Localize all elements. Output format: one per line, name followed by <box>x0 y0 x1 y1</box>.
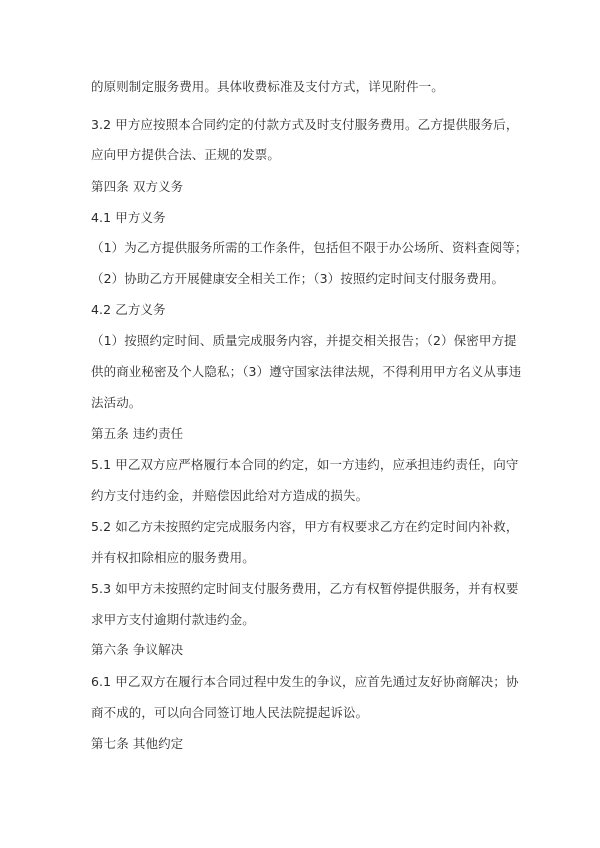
text-line: 并有权扣除相应的服务费用。 <box>91 550 255 565</box>
clause-4-2-heading: 4.2 乙方义务 <box>91 302 166 317</box>
clause-5-3-text: 5.3 如甲方未按照约定时间支付服务费用，乙方有权暂停提供服务，并有权要 <box>91 581 519 596</box>
article-4-heading: 第四条 双方义务 <box>91 179 184 194</box>
article-6-heading: 第六条 争议解决 <box>91 642 184 657</box>
text-line: 求甲方支付逾期付款违约金。 <box>91 612 255 627</box>
text-line: 应向甲方提供合法、正规的发票。 <box>91 147 281 162</box>
clause-4-2-item: （1）按照约定时间、质量完成服务内容，并提交相关报告；（2）保密甲方提 <box>91 333 517 348</box>
clause-4-1-item: （1）为乙方提供服务所需的工作条件，包括但不限于办公场所、资料查阅等； <box>91 240 528 255</box>
clause-4-1-item: （2）协助乙方开展健康安全相关工作；（3）按照约定时间支付服务费用。 <box>91 271 505 286</box>
article-7-heading: 第七条 其他约定 <box>91 736 184 751</box>
clause-4-1-heading: 4.1 甲方义务 <box>91 210 166 225</box>
article-5-heading: 第五条 违约责任 <box>91 426 184 441</box>
clause-5-2-text: 5.2 如乙方未按照约定完成服务内容，甲方有权要求乙方在约定时间内补救， <box>91 519 519 534</box>
clause-5-1-text: 5.1 甲乙双方应严格履行本合同的约定，如一方违约，应承担违约责任，向守 <box>91 457 519 472</box>
clause-4-2-item: 供的商业秘密及个人隐私；（3）遵守国家法律法规，不得利用甲方名义从事违 <box>91 364 522 379</box>
text-line: 约方支付违约金，并赔偿因此给对方造成的损失。 <box>91 488 369 503</box>
clause-6-1-text: 6.1 甲乙双方在履行本合同过程中发生的争议，应首先通过友好协商解决；协 <box>91 674 519 689</box>
text-line: 商不成的，可以向合同签订地人民法院提起诉讼。 <box>91 705 369 720</box>
clause-3-2-text: 3.2 甲方应按照本合同约定的付款方式及时支付服务费用。乙方提供服务后， <box>91 117 519 132</box>
text-line: 的原则制定服务费用。具体收费标准及支付方式，详见附件一。 <box>91 79 444 94</box>
clause-4-2-item: 法活动。 <box>91 395 142 410</box>
